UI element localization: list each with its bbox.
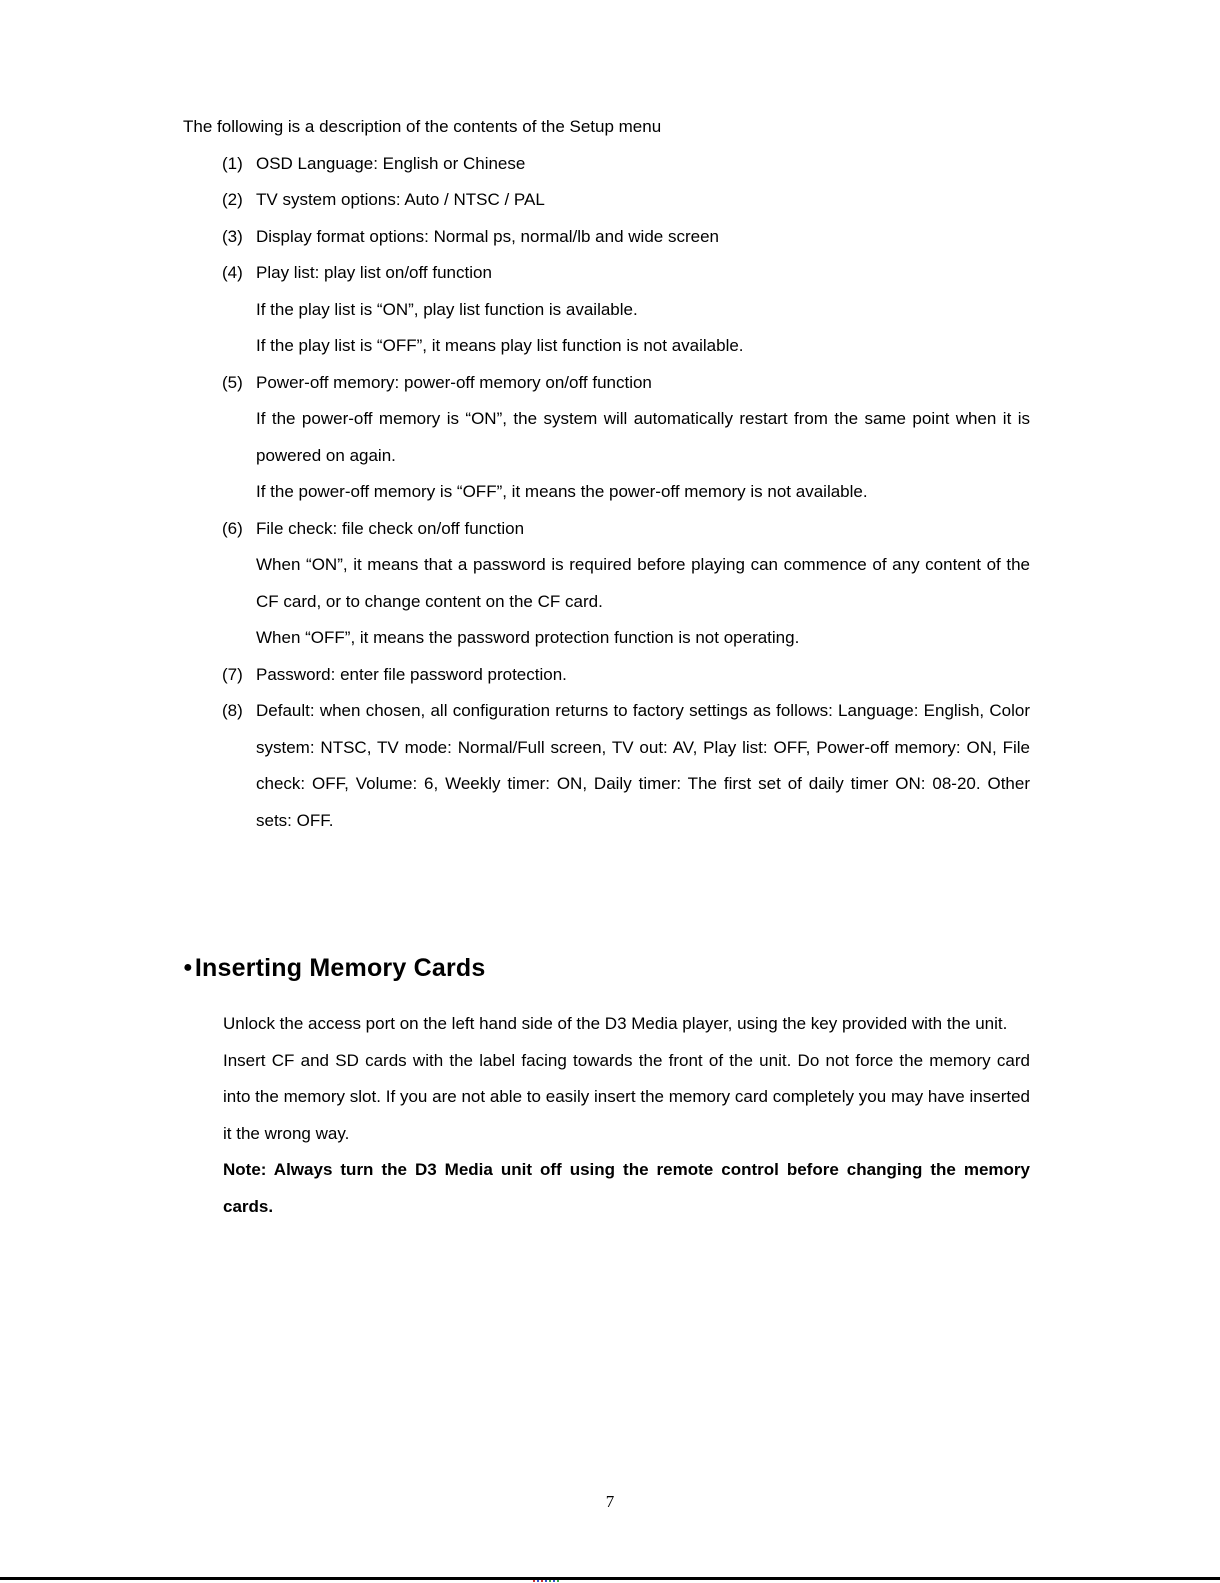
list-item-text: File check: file check on/off function [256,518,525,538]
speck-icon [533,1580,535,1582]
list-item [183,365,1030,511]
list-item [183,693,1030,839]
list-item [183,182,1030,219]
scan-artifact-bar [0,1577,1220,1580]
list-item-text: Power-off memory: power-off memory on/off function [256,372,652,392]
list-item-text: OSD Language: English or Chinese [256,153,526,173]
list-item-text: Display format options: Normal ps, normal/lb and wide screen [256,226,719,246]
list-item-detail: When “OFF”, it means the password protection function is not operating. [256,628,800,647]
list-item-detail: If the power-off memory is “ON”, the system will automatically restart from the same point when it is powered on again. [256,409,1030,465]
list-item-marker: (5) [222,372,243,392]
setup-menu-list [183,146,1030,840]
speck-icon [553,1580,555,1582]
section-heading-text: Inserting Memory Cards [194,954,486,982]
list-item-marker: (6) [222,518,243,538]
bullet-icon: ● [183,959,193,976]
speck-icon [537,1580,539,1582]
list-item [183,511,1030,657]
scan-artifact-specks [533,1580,559,1582]
page-number: 7 [605,1492,615,1511]
note-paragraph: Note: Always turn the D3 Media unit off using the remote control before changing the memory cards. [223,1160,1030,1216]
list-item-marker: (7) [222,664,243,684]
list-item-detail: If the play list is “OFF”, it means play list function is not available. [256,336,744,355]
list-item-text: Password: enter file password protection. [256,664,567,684]
list-item [183,255,1030,365]
list-item [183,146,1030,183]
list-item-marker: (2) [222,190,243,209]
body-paragraph: Unlock the access port on the left hand side of the D3 Media player, using the key provided with the unit. [223,1014,1008,1033]
page-content [183,109,1030,1225]
list-item-marker: (3) [222,226,243,246]
list-item-text: Default: when chosen, all configuration returns to factory settings as follows: Language: English, Color system: NTSC, TV mode: Normal/Full screen, TV out: AV, Play list: OFF, Power-off memory: ON, File check: OFF, Volume: 6, Weekly timer: ON, Daily timer: The first set of daily timer ON: 08-20. Other sets: OFF. [256,701,1030,830]
section-body [183,1006,1030,1225]
list-item-detail: If the power-off memory is “OFF”, it means the power-off memory is not available. [256,482,868,501]
list-item-marker: (8) [222,701,243,720]
speck-icon [545,1580,547,1582]
list-item-detail: If the play list is “ON”, play list function is available. [256,299,638,319]
intro-paragraph: The following is a description of the contents of the Setup menu [183,117,662,136]
body-paragraph: Insert CF and SD cards with the label facing towards the front of the unit. Do not force the memory card into the memory slot. If you are not able to easily insert the memory card completely you may have inserted it the wrong way. [223,1050,1030,1143]
list-item-marker: (1) [222,153,243,173]
list-item-text: Play list: play list on/off function [256,263,492,282]
speck-icon [557,1580,559,1582]
speck-icon [541,1580,543,1582]
section-heading [183,951,1030,985]
list-item-marker: (4) [222,263,243,282]
speck-icon [549,1580,551,1582]
list-item-detail: When “ON”, it means that a password is required before playing can commence of any content of the CF card, or to change content on the CF card. [256,555,1030,611]
list-item [183,657,1030,694]
list-item [183,219,1030,256]
list-item-text: TV system options: Auto / NTSC / PAL [256,190,545,209]
